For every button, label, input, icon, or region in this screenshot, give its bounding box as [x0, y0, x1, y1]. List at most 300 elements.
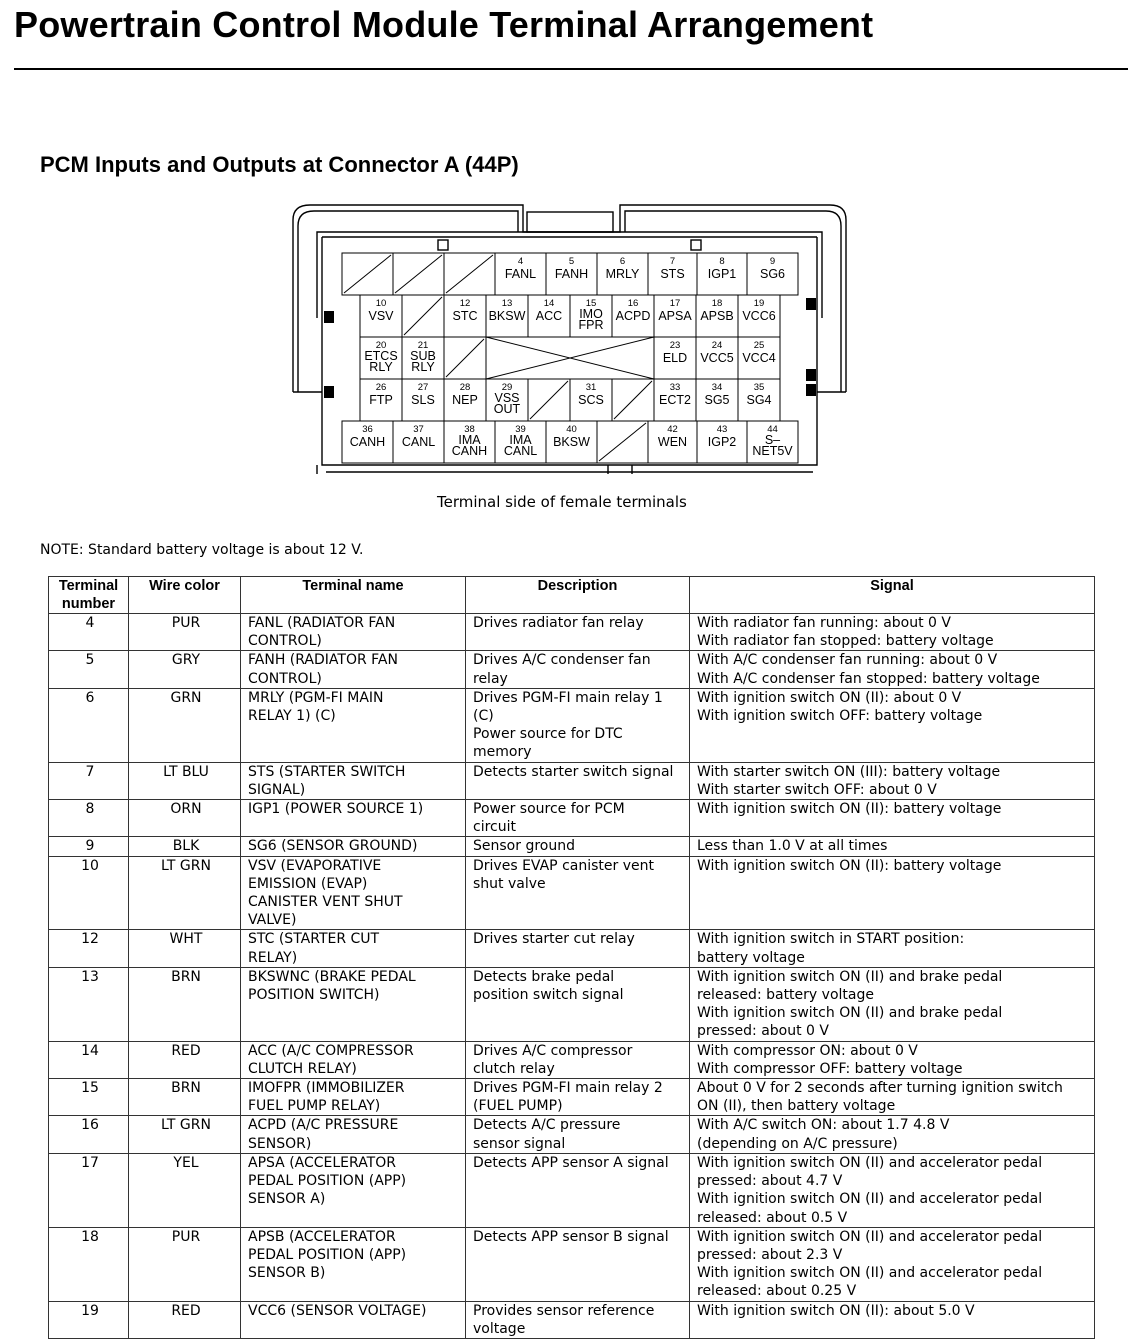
table-row: [49, 837, 1095, 856]
terminal-number: 34: [711, 382, 723, 393]
terminal-number: 14: [543, 298, 555, 309]
signal-cell-line: With starter switch ON (III): battery voltage: [697, 763, 1001, 780]
description-cell-line: Drives A/C compressor: [473, 1042, 633, 1059]
terminal-number: 35: [753, 382, 765, 393]
signal-cell-line: ON (II), then battery voltage: [697, 1098, 896, 1115]
terminal-number: 17: [669, 298, 681, 309]
terminal-name-cell-line: FUEL PUMP RELAY): [248, 1098, 381, 1115]
signal-cell: [690, 688, 1095, 762]
terminal-16: [612, 295, 654, 337]
wire-color-cell: LT BLU: [129, 762, 241, 799]
terminal-label: RLY: [369, 360, 393, 374]
terminal-label: CANL: [503, 444, 538, 458]
signal-cell-line: With ignition switch ON (II): about 5.0 V: [697, 1302, 975, 1319]
description-cell: [466, 688, 690, 762]
terminal-12: [444, 295, 486, 337]
terminal-label: SG4: [746, 393, 772, 407]
terminal-number: 21: [417, 340, 429, 351]
terminal-label: BKSW: [488, 309, 526, 323]
header-terminal-number: [49, 577, 129, 614]
connector-diagram: [285, 198, 855, 474]
header-wire-color: [129, 577, 241, 614]
terminal-name-cell-line: IMOFPR (IMMOBILIZER: [248, 1080, 405, 1097]
terminal-label: FANL: [504, 267, 537, 281]
signal-cell: [690, 856, 1095, 930]
terminal-number: 8: [719, 256, 725, 267]
terminal-name-cell: [241, 688, 466, 762]
signal-cell-line: With ignition switch ON (II): battery voltage: [697, 801, 1002, 818]
terminal-4: [495, 253, 546, 295]
terminal-8: [697, 253, 747, 295]
terminal-number: 37: [413, 424, 424, 435]
terminal-label: APSB: [700, 309, 734, 323]
terminal-label: IMA: [509, 433, 532, 447]
blank-cavity: [444, 337, 486, 379]
terminal-name-cell-line: STC (STARTER CUT: [248, 931, 380, 948]
description-cell: [466, 651, 690, 688]
terminal-6: [597, 253, 648, 295]
blank-cavity: [342, 253, 393, 295]
wire-color-cell: BLK: [129, 837, 241, 856]
header-line: Wire color: [149, 578, 220, 594]
terminal-5: [546, 253, 597, 295]
terminal-number-cell: 6: [49, 688, 129, 762]
signal-cell: [690, 1116, 1095, 1153]
terminal-name-cell-line: CANISTER VENT SHUT: [248, 894, 403, 911]
terminal-34: [696, 379, 738, 421]
terminal-39: [495, 421, 546, 463]
terminal-name-cell: [241, 1153, 466, 1227]
terminal-name-cell: [241, 1116, 466, 1153]
table-row: [49, 1041, 1095, 1078]
blank-cavity: [393, 253, 444, 295]
terminal-26: [360, 379, 402, 421]
wire-color-cell: PUR: [129, 1227, 241, 1301]
terminal-label: ACPD: [615, 309, 651, 323]
signal-cell-line: pressed: about 2.3 V: [697, 1246, 843, 1263]
terminal-label: RLY: [411, 360, 435, 374]
description-cell: [466, 800, 690, 837]
terminal-label: SUB: [410, 349, 436, 363]
terminal-number: 10: [375, 298, 387, 309]
terminal-name-cell-line: IGP1 (POWER SOURCE 1): [248, 801, 424, 818]
terminal-label: SG5: [704, 393, 730, 407]
terminal-name-cell: [241, 1041, 466, 1078]
terminal-label: NEP: [452, 393, 478, 407]
wire-color-cell: GRY: [129, 651, 241, 688]
signal-cell-line: With radiator fan stopped: battery voltage: [697, 633, 994, 650]
signal-cell-line: With starter switch OFF: about 0 V: [697, 781, 937, 798]
blank-cavity-block: [486, 337, 654, 379]
description-cell-line: shut valve: [473, 875, 546, 892]
description-cell-line: Detects starter switch signal: [473, 763, 674, 780]
terminal-43: [697, 421, 747, 463]
wire-color-cell: BRN: [129, 1079, 241, 1116]
terminal-number: 40: [566, 424, 577, 435]
terminal-label: IGP1: [707, 267, 737, 281]
description-cell: [466, 1116, 690, 1153]
terminal-35: [738, 379, 780, 421]
signal-cell-line: With ignition switch in START position:: [697, 931, 965, 948]
signal-cell-line: Less than 1.0 V at all times: [697, 838, 888, 855]
terminal-21: [402, 337, 444, 379]
terminal-44: [747, 421, 798, 463]
terminal-label: VCC4: [742, 351, 776, 365]
terminal-label: CANL: [401, 435, 436, 449]
signal-cell-line: With ignition switch OFF: battery voltage: [697, 708, 983, 725]
description-cell-line: sensor signal: [473, 1135, 566, 1152]
title-rule: [14, 68, 1128, 70]
terminal-name-cell-line: RELAY): [248, 949, 298, 966]
terminal-number-cell: 4: [49, 614, 129, 651]
header-description: [466, 577, 690, 614]
signal-cell-line: With A/C switch ON: about 1.7 4.8 V: [697, 1117, 950, 1134]
header-line: Description: [537, 578, 618, 594]
terminal-name-cell-line: FANH (RADIATOR FAN: [248, 652, 398, 669]
signal-cell-line: released: about 0.5 V: [697, 1209, 848, 1226]
signal-cell-line: released: about 0.25 V: [697, 1283, 857, 1300]
terminal-label: SCS: [578, 393, 604, 407]
terminal-name-cell: [241, 856, 466, 930]
terminal-number-cell: 18: [49, 1227, 129, 1301]
signal-cell-line: With compressor OFF: battery voltage: [697, 1060, 963, 1077]
table-row: [49, 1227, 1095, 1301]
terminal-31: [570, 379, 612, 421]
signal-cell-line: With radiator fan running: about 0 V: [697, 615, 951, 631]
terminal-label: BKSW: [553, 435, 590, 449]
signal-cell: [690, 1301, 1095, 1338]
terminal-name-cell-line: VALVE): [248, 912, 297, 929]
signal-cell-line: With ignition switch ON (II) and brake pedal: [697, 968, 1003, 985]
terminal-name-cell: [241, 1079, 466, 1116]
terminal-label: ECT2: [659, 393, 691, 407]
table-row: [49, 856, 1095, 930]
table-header-row: [49, 577, 1095, 614]
terminal-number: 25: [753, 340, 765, 351]
terminal-number: 27: [417, 382, 429, 393]
signal-cell-line: released: battery voltage: [697, 987, 874, 1004]
blank-cavity: [402, 295, 444, 337]
terminal-18: [696, 295, 738, 337]
terminal-number: 26: [375, 382, 387, 393]
terminal-23: [654, 337, 696, 379]
terminal-number: 24: [711, 340, 723, 351]
signal-cell-line: About 0 V for 2 seconds after turning ignition switch: [697, 1080, 1063, 1097]
terminal-name-cell-line: SIGNAL): [248, 781, 306, 798]
table-row: [49, 762, 1095, 799]
terminal-name-cell: [241, 1301, 466, 1338]
terminal-number-cell: 8: [49, 800, 129, 837]
terminal-number: 19: [753, 298, 765, 309]
terminal-25: [738, 337, 780, 379]
diagram-caption: Terminal side of female terminals: [437, 493, 687, 511]
terminal-label: STC: [452, 309, 478, 323]
terminal-name-cell: [241, 967, 466, 1041]
signal-cell: [690, 1079, 1095, 1116]
table-row: [49, 967, 1095, 1041]
signal-cell: [690, 837, 1095, 856]
terminal-name-cell: [241, 614, 466, 651]
table-row: [49, 651, 1095, 688]
terminal-name-cell-line: MRLY (PGM-FI MAIN: [248, 689, 384, 706]
terminal-number-cell: 19: [49, 1301, 129, 1338]
wire-color-cell: LT GRN: [129, 1116, 241, 1153]
description-cell-line: voltage: [473, 1320, 526, 1337]
terminal-name-cell-line: PEDAL POSITION (APP): [248, 1246, 407, 1263]
signal-cell-line: With ignition switch ON (II) and accelerator pedal: [697, 1191, 1043, 1208]
terminal-name-cell-line: FANL (RADIATOR FAN: [248, 615, 396, 631]
blank-cavity: [597, 421, 648, 463]
description-cell-line: Drives EVAP canister vent: [473, 857, 654, 874]
terminal-name-cell: [241, 651, 466, 688]
signal-cell: [690, 1227, 1095, 1301]
description-cell: [466, 1227, 690, 1301]
description-cell-line: (FUEL PUMP): [473, 1098, 563, 1115]
signal-cell: [690, 1153, 1095, 1227]
description-cell-line: Drives starter cut relay: [473, 931, 635, 948]
signal-cell-line: With A/C condenser fan stopped: battery voltage: [697, 670, 1040, 687]
section-title: PCM Inputs and Outputs at Connector A (44P): [40, 152, 519, 177]
terminal-13: [486, 295, 528, 337]
signal-cell-line: With ignition switch ON (II): battery voltage: [697, 857, 1002, 874]
terminal-name-cell: [241, 930, 466, 967]
table-row: [49, 614, 1095, 651]
signal-cell: [690, 967, 1095, 1041]
terminal-number: 7: [669, 256, 676, 267]
table-row: [49, 1079, 1095, 1116]
description-cell-line: relay: [473, 670, 508, 687]
signal-cell: [690, 1041, 1095, 1078]
terminal-name-cell-line: PEDAL POSITION (APP): [248, 1173, 407, 1190]
terminal-name-cell-line: ACC (A/C COMPRESSOR: [248, 1042, 414, 1059]
terminal-name-cell-line: APSB (ACCELERATOR: [248, 1228, 396, 1245]
terminal-number-cell: 12: [49, 930, 129, 967]
description-cell-line: Detects A/C pressure: [473, 1117, 621, 1134]
description-cell-line: Power source for DTC: [473, 726, 623, 743]
description-cell: [466, 967, 690, 1041]
description-cell-line: Detects APP sensor B signal: [473, 1228, 669, 1245]
terminal-name-cell-line: ACPD (A/C PRESSURE: [248, 1117, 399, 1134]
terminal-label: ELD: [662, 351, 688, 365]
terminal-number: 33: [669, 382, 681, 393]
description-cell-line: memory: [473, 744, 532, 761]
signal-cell: [690, 651, 1095, 688]
terminal-label: NET5V: [752, 444, 793, 458]
signal-cell: [690, 614, 1095, 651]
terminal-33: [654, 379, 696, 421]
terminal-number-cell: 16: [49, 1116, 129, 1153]
wire-color-cell: ORN: [129, 800, 241, 837]
terminal-number: 20: [375, 340, 387, 351]
page-title: Powertrain Control Module Terminal Arrangement: [14, 4, 874, 45]
description-cell: [466, 762, 690, 799]
terminal-27: [402, 379, 444, 421]
terminal-table: [48, 576, 1095, 1339]
signal-cell-line: With ignition switch ON (II) and accelerator pedal: [697, 1265, 1043, 1282]
wire-color-cell: PUR: [129, 614, 241, 651]
terminal-label: IMA: [458, 433, 481, 447]
terminal-label: SG6: [759, 267, 786, 281]
signal-cell: [690, 930, 1095, 967]
description-cell: [466, 856, 690, 930]
description-cell-line: (C): [473, 708, 494, 725]
terminal-label: IMO: [579, 307, 603, 321]
header-line: Terminal name: [302, 578, 404, 594]
wire-color-cell: LT GRN: [129, 856, 241, 930]
terminal-label: VCC5: [700, 351, 734, 365]
terminal-number: 29: [501, 382, 513, 393]
terminal-name-cell-line: STS (STARTER SWITCH: [248, 763, 406, 780]
terminal-label: VSS: [494, 391, 520, 405]
terminal-name-cell-line: RELAY 1) (C): [248, 708, 336, 725]
terminal-label: FPR: [578, 318, 604, 332]
battery-voltage-note: NOTE: Standard battery voltage is about 12 V.: [40, 542, 364, 558]
terminal-42: [648, 421, 697, 463]
terminal-number-cell: 17: [49, 1153, 129, 1227]
description-cell: [466, 837, 690, 856]
terminal-name-cell-line: APSA (ACCELERATOR: [248, 1154, 396, 1171]
terminal-number: 9: [769, 256, 776, 267]
terminal-number-cell: 9: [49, 837, 129, 856]
terminal-name-cell: [241, 762, 466, 799]
terminal-name-cell-line: SG6 (SENSOR GROUND): [248, 838, 418, 855]
terminal-number: 6: [619, 256, 626, 267]
wire-color-cell: WHT: [129, 930, 241, 967]
table-row: [49, 800, 1095, 837]
blank-cavity: [612, 379, 654, 421]
terminal-name-cell-line: CONTROL): [248, 633, 322, 650]
terminal-number: 16: [627, 298, 639, 309]
header-line: number: [61, 595, 116, 612]
terminal-label: APSA: [658, 309, 692, 323]
terminal-number: 28: [459, 382, 471, 393]
terminal-number: 36: [362, 424, 373, 435]
terminal-number: 39: [515, 424, 526, 435]
terminal-number: 38: [464, 424, 475, 435]
description-cell-line: Detects APP sensor A signal: [473, 1154, 669, 1171]
wire-color-cell: RED: [129, 1041, 241, 1078]
terminal-number-cell: 14: [49, 1041, 129, 1078]
terminal-28: [444, 379, 486, 421]
terminal-7: [648, 253, 697, 295]
terminal-36: [342, 421, 393, 463]
signal-cell: [690, 762, 1095, 799]
wire-color-cell: GRN: [129, 688, 241, 762]
terminal-number: 43: [716, 424, 728, 435]
table-row: [49, 1301, 1095, 1338]
terminal-29: [486, 379, 528, 421]
terminal-label: FANH: [554, 267, 589, 281]
terminal-14: [528, 295, 570, 337]
terminal-name-cell-line: CLUTCH RELAY): [248, 1060, 357, 1077]
description-cell-line: Power source for PCM: [473, 801, 625, 818]
terminal-name-cell: [241, 1227, 466, 1301]
terminal-number: 15: [585, 298, 597, 309]
description-cell: [466, 1079, 690, 1116]
description-cell-line: position switch signal: [473, 987, 624, 1004]
terminal-label: WEN: [657, 435, 688, 449]
terminal-label: IGP2: [707, 435, 737, 449]
terminal-name-cell: [241, 800, 466, 837]
description-cell-line: Detects brake pedal: [473, 968, 615, 985]
terminal-10: [360, 295, 402, 337]
table-row: [49, 930, 1095, 967]
terminal-label: STS: [660, 267, 685, 281]
terminal-label: MRLY: [605, 267, 640, 281]
terminal-name-cell-line: EMISSION (EVAP): [248, 875, 368, 892]
table-row: [49, 1116, 1095, 1153]
terminal-label: ACC: [535, 309, 563, 323]
terminal-37: [393, 421, 444, 463]
signal-cell-line: With ignition switch ON (II) and accelerator pedal: [697, 1154, 1043, 1171]
wire-color-cell: BRN: [129, 967, 241, 1041]
terminal-9: [747, 253, 798, 295]
terminal-name-cell-line: VCC6 (SENSOR VOLTAGE): [248, 1302, 427, 1319]
terminal-label: FTP: [369, 393, 393, 407]
terminal-name-cell: [241, 837, 466, 856]
signal-cell-line: With A/C condenser fan running: about 0 V: [697, 652, 998, 669]
terminal-label: ETCS: [364, 349, 398, 363]
header-line: Terminal: [58, 578, 119, 594]
header-terminal-name: [241, 577, 466, 614]
description-cell-line: Drives A/C condenser fan: [473, 652, 651, 669]
terminal-number: 4: [517, 256, 524, 267]
signal-cell-line: (depending on A/C pressure): [697, 1135, 898, 1152]
description-cell-line: Provides sensor reference: [473, 1302, 655, 1319]
terminal-number: 31: [585, 382, 597, 393]
signal-cell-line: pressed: about 4.7 V: [697, 1173, 843, 1190]
terminal-label: OUT: [493, 402, 521, 416]
terminal-number-cell: 7: [49, 762, 129, 799]
terminal-number: 23: [669, 340, 681, 351]
terminal-label: CANH: [451, 444, 488, 458]
table-row: [49, 1153, 1095, 1227]
description-cell-line: Sensor ground: [473, 838, 575, 855]
description-cell: [466, 614, 690, 651]
description-cell: [466, 930, 690, 967]
terminal-number-cell: 15: [49, 1079, 129, 1116]
terminal-number: 12: [459, 298, 471, 309]
description-cell: [466, 1041, 690, 1078]
terminal-20: [360, 337, 402, 379]
description-cell-line: Drives PGM-FI main relay 2: [473, 1080, 663, 1097]
terminal-label: CANH: [349, 435, 386, 449]
header-line: Signal: [870, 578, 914, 594]
terminal-name-cell-line: BKSWNC (BRAKE PEDAL: [248, 968, 416, 985]
terminal-number: 42: [667, 424, 678, 435]
terminal-label: VCC6: [742, 309, 776, 323]
terminal-label: SLS: [411, 393, 435, 407]
description-cell: [466, 1301, 690, 1338]
terminal-19: [738, 295, 780, 337]
terminal-40: [546, 421, 597, 463]
description-cell: [466, 1153, 690, 1227]
signal-cell-line: With compressor ON: about 0 V: [697, 1042, 918, 1059]
header-signal: [690, 577, 1095, 614]
terminal-name-cell-line: VSV (EVAPORATIVE: [248, 857, 382, 874]
terminal-name-cell-line: SENSOR B): [248, 1265, 326, 1282]
terminal-name-cell-line: POSITION SWITCH): [248, 987, 380, 1004]
terminal-number: 18: [711, 298, 723, 309]
terminal-15: [570, 295, 612, 337]
blank-cavity: [444, 253, 495, 295]
terminal-number-cell: 5: [49, 651, 129, 688]
terminal-number: 13: [501, 298, 513, 309]
terminal-number-cell: 10: [49, 856, 129, 930]
terminal-24: [696, 337, 738, 379]
signal-cell-line: With ignition switch ON (II) and brake pedal: [697, 1005, 1003, 1022]
blank-cavity: [528, 379, 570, 421]
